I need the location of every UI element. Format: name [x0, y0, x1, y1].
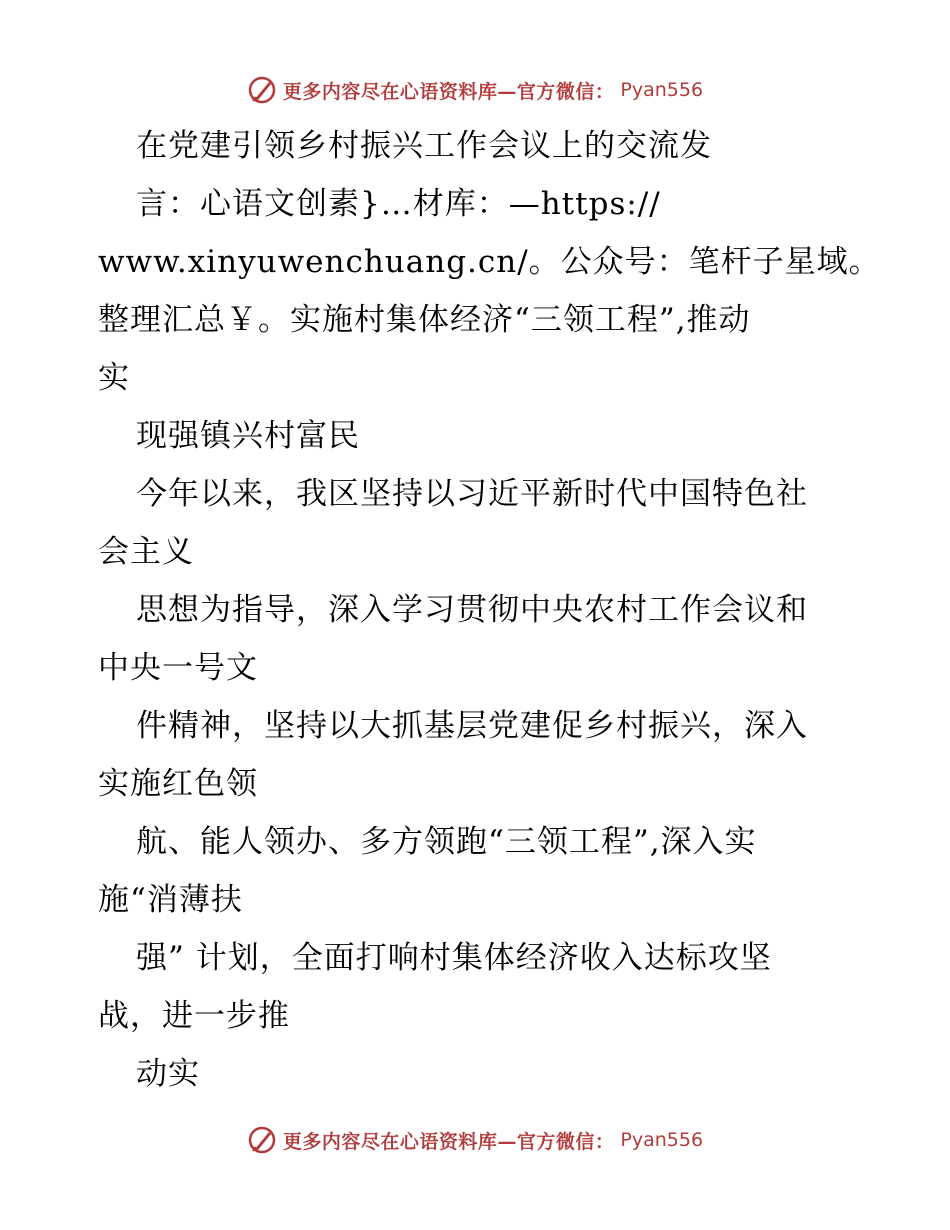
quill-pen-logo-icon [247, 75, 277, 105]
quill-pen-logo-icon [247, 1125, 277, 1155]
body-line: 强” 计划，全面打响村集体经济收入达标攻坚 [136, 940, 772, 976]
footer-banner-wechat-id: Pyan556 [620, 1129, 704, 1151]
body-line: 实 [98, 360, 130, 396]
body-line: 思想为指导，深入学习贯彻中央农村工作会议和 [136, 592, 808, 628]
body-line: 施“消薄扶 [98, 882, 243, 918]
body-line: 今年以来，我区坚持以习近平新时代中国特色社 [136, 476, 808, 512]
footer-banner [0, 1120, 950, 1160]
body-line: 动实 [136, 1056, 200, 1092]
body-line: 件精神，坚持以大抓基层党建促乡村振兴，深入 [136, 708, 808, 744]
header-banner [0, 70, 950, 110]
body-line: 现强镇兴村富民 [136, 418, 360, 454]
body-line: 言：心语文创素}…材库：—https:// [136, 186, 661, 222]
body-line: 会主义 [98, 534, 194, 570]
body-line: www.xinyuwenchuang.cn/。公众号：笔杆子星域。 [98, 244, 881, 280]
header-banner-text: 更多内容尽在心语资料库—官方微信： [282, 80, 615, 103]
header-banner-wechat-id: Pyan556 [620, 79, 704, 101]
document-body [98, 117, 881, 1103]
body-line: 战，进一步推 [98, 998, 290, 1034]
body-line: 航、能人领办、多方领跑“三领工程”,深入实 [136, 824, 757, 860]
body-line: 在党建引领乡村振兴工作会议上的交流发 [136, 128, 712, 164]
body-line: 中央一号文 [98, 650, 258, 686]
body-line: 实施红色领 [98, 766, 258, 802]
footer-banner-text: 更多内容尽在心语资料库—官方微信： [282, 1130, 615, 1153]
body-line: 整理汇总￥。实施村集体经济“三领工程”,推动 [98, 302, 751, 338]
